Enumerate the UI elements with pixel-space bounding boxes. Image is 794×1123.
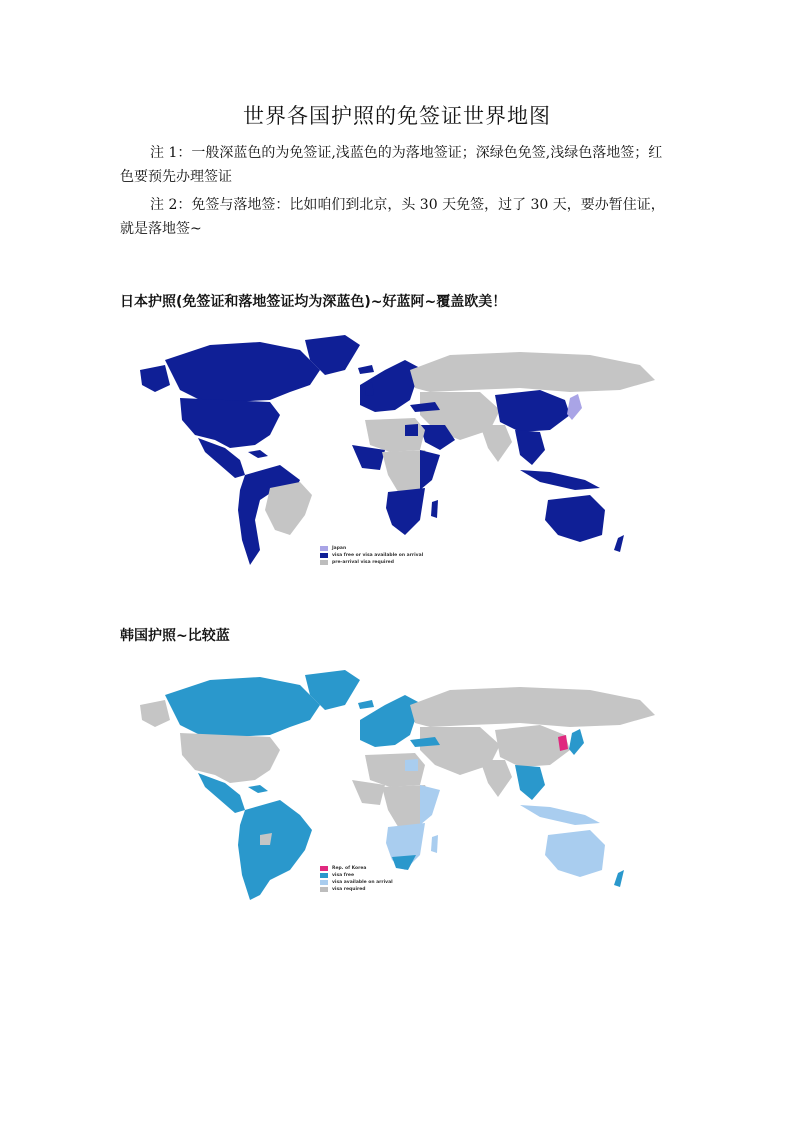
alaska: [140, 700, 170, 727]
legend-label: visa available on arrival: [332, 880, 393, 885]
legend-item: [320, 552, 423, 559]
madagascar: [431, 835, 438, 853]
legend-swatch: [320, 553, 328, 558]
south-america: [238, 800, 312, 900]
egypt: [405, 424, 418, 436]
iceland: [358, 700, 374, 709]
indonesia: [520, 470, 600, 490]
iceland: [358, 365, 374, 374]
legend-label: visa free: [332, 873, 355, 878]
africa-west: [352, 445, 385, 470]
caribbean: [248, 785, 268, 793]
japan: [567, 394, 582, 420]
korea-map-heading: 韩国护照~比较蓝: [120, 628, 230, 644]
legend-swatch: [320, 866, 328, 871]
legend-swatch: [320, 887, 328, 892]
australia: [545, 830, 605, 877]
usa: [180, 733, 280, 783]
legend-label: pre-arrival visa required: [332, 560, 394, 565]
africa-east: [420, 785, 440, 825]
canada: [165, 342, 320, 402]
russia: [410, 352, 655, 392]
japan-map-legend: [320, 545, 423, 566]
legend-item: [320, 872, 393, 879]
legend-swatch: [320, 873, 328, 878]
legend-swatch: [320, 560, 328, 565]
legend-item: [320, 886, 393, 893]
legend-swatch: [320, 546, 328, 551]
china: [495, 390, 570, 432]
new-zealand: [614, 870, 624, 887]
alaska: [140, 365, 170, 392]
africa-east: [420, 450, 440, 490]
page-title: 世界各国护照的免签证世界地图: [243, 104, 551, 128]
indonesia: [520, 805, 600, 825]
madagascar: [431, 500, 438, 518]
india: [480, 760, 512, 797]
japan-world-map-svg: [120, 330, 676, 580]
legend-label: visa free or visa available on arrival: [332, 553, 424, 558]
se-asia: [515, 765, 545, 800]
africa-west: [352, 780, 385, 805]
canada: [165, 677, 320, 737]
legend-item: [320, 559, 423, 566]
legend-item: [320, 865, 393, 872]
bolivia: [260, 833, 272, 845]
note-1: 注 1：一般深蓝色的为免签证,浅蓝色的为落地签证；深绿色免签,浅绿色落地签；红色要预先办理签证: [120, 145, 663, 185]
egypt: [405, 759, 418, 771]
brazil: [265, 482, 312, 535]
australia: [545, 495, 605, 542]
china: [495, 725, 570, 767]
korea-passport-map: [120, 665, 676, 910]
japan-passport-map: [120, 330, 676, 580]
note-2: 注 2：免签与落地签：比如咱们到北京，头 30 天免签，过了 30 天，要办暂住证，就是落地签~: [120, 197, 665, 237]
se-asia: [515, 430, 545, 465]
usa: [180, 398, 280, 448]
legend-item: [320, 879, 393, 886]
legend-label: Japan: [332, 546, 347, 551]
japan-map-heading: 日本护照(免签证和落地签证均为深蓝色)~好蓝阿~覆盖欧美！: [120, 294, 507, 310]
legend-label: Rep. of Korea: [332, 866, 367, 871]
legend-item: [320, 545, 423, 552]
india: [480, 425, 512, 462]
korea-world-map-svg: [120, 665, 676, 910]
legend-swatch: [320, 880, 328, 885]
legend-label: visa required: [332, 887, 366, 892]
japan: [569, 729, 584, 755]
africa-south: [386, 488, 425, 535]
korea-map-legend: [320, 865, 393, 893]
caribbean: [248, 450, 268, 458]
russia: [410, 687, 655, 727]
new-zealand: [614, 535, 624, 552]
